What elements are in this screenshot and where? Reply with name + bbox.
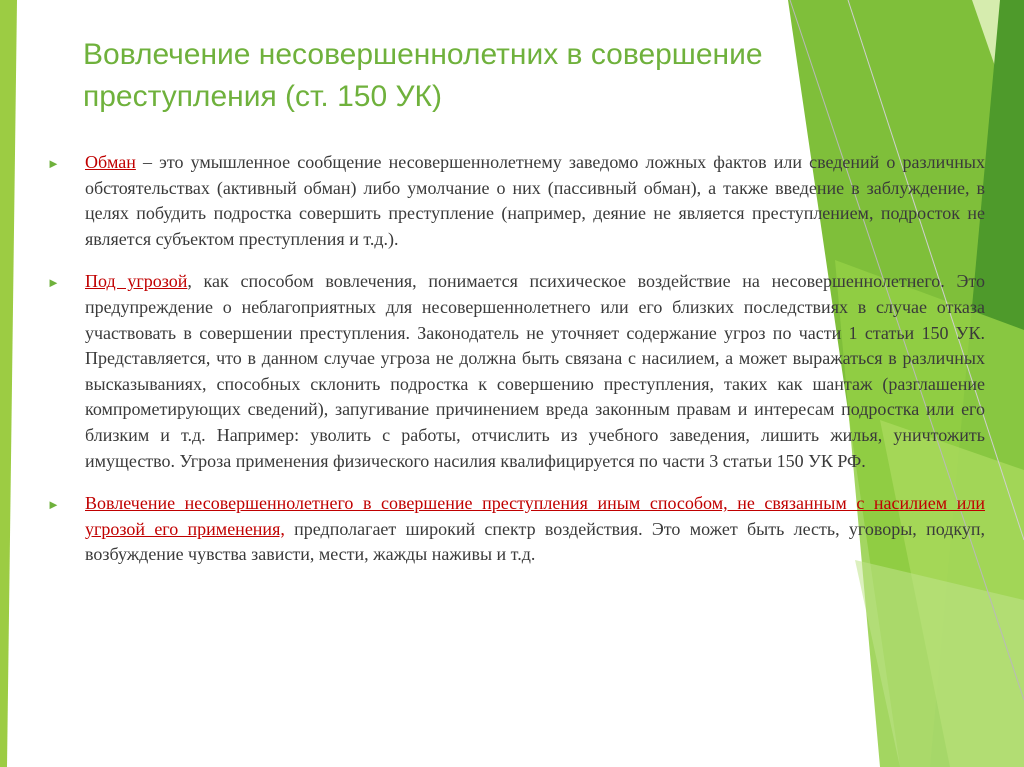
triangle-bullet-icon: ►: [47, 156, 60, 171]
triangle-bullet-icon: ►: [47, 497, 60, 513]
term-highlight: Обман: [85, 152, 136, 172]
term-highlight: Под угрозой: [85, 271, 188, 292]
page-title: Вовлечение несовершеннолетних в совершение преступления (ст. 150 УК): [83, 38, 763, 113]
item-text: , как способом вовлечения, понимается психическое воздействие на несовершеннолетнего. Это предупреждение о неблагоприятных для несовершеннолетнего или его близких последствиях в случае отказа участвовать в совершении преступления. Законодатель не уточняет содержание угроз по части 1 статьи 150 УК. Представляется, что в данном случае угроза не должна быть связана с насилием, а может выражаться в различных высказываниях, способных склонить подростка к совершению преступления, таких как шантаж (разглашение компрометирующих сведений), запугивание причинением вреда законным правам и интересам подростка или его близким и т.д. Например: уволить с работы, отчислить из учебного заведения, лишить жилья, уничтожить имущество. Угроза применения физического насилия квалифицируется по части 3 статьи 150 УК РФ.: [85, 271, 985, 471]
item-text: – это умышленное сообщение несовершеннолетнему заведомо ложных фактов или сведений о различных обстоятельствах (активный обман) либо умолчание о них (пассивный обман), а также введение в заблуждение, в целях побудить подростка совершить преступление (например, деяние не является преступлением, подросток не является субъектом преступления и т.д.).: [85, 152, 985, 249]
list-item: [47, 269, 985, 474]
triangle-bullet-icon: ►: [47, 275, 60, 291]
list-item: [47, 150, 985, 252]
left-accent-strip: [0, 0, 17, 767]
list-item: [47, 491, 985, 568]
item-text: предполагает широкий спектр воздействия. Это может быть лесть, уговоры, подкуп, возбуждение чувства зависти, мести, жажды наживы и т.д.: [85, 518, 985, 565]
bullet-list: [47, 150, 985, 585]
term-highlight: Вовлечение несовершеннолетнего в совершение преступления иным способом, не связанным с насилием или угрозой его применения,: [85, 493, 985, 539]
